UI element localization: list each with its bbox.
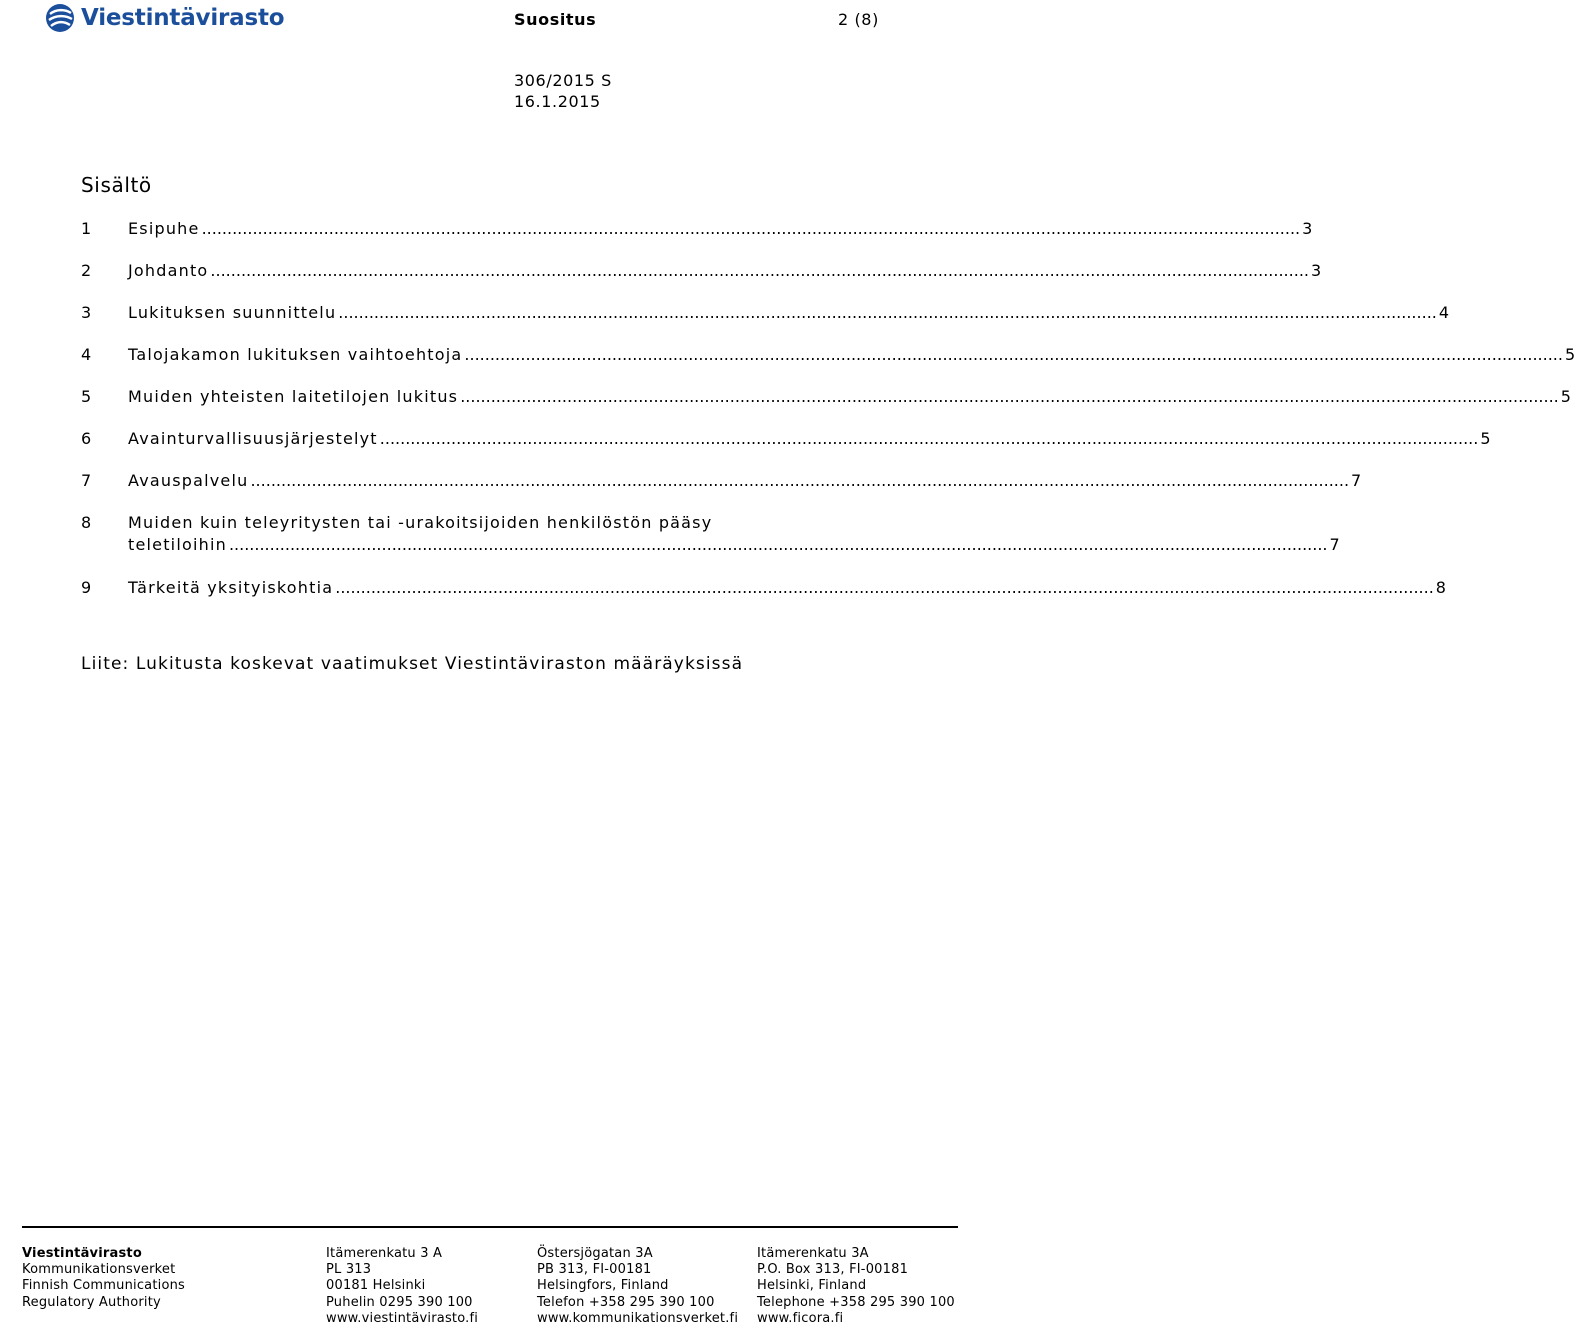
footer-divider [22,1226,958,1228]
toc-entry-number: 5 [81,387,93,406]
toc-leader-dots [380,429,1479,448]
footer-line: Telephone +358 295 390 100 [757,1294,955,1310]
toc-entry-label: Tärkeitä yksityiskohtia [128,578,334,597]
toc-entry-label: Muiden yhteisten laitetilojen lukitus [128,387,459,406]
footer-website-link[interactable]: www.ficora.fi [757,1310,844,1326]
toc-leader-dots [229,535,1328,554]
footer-column-agency [22,1246,185,1311]
toc-entry-label: Talojakamon lukituksen vaihtoehtoja [128,345,463,364]
footer-line: Östersjögatan 3A [537,1246,653,1261]
toc-entry[interactable] [81,429,1491,471]
toc-entry-label: Avauspalvelu [128,471,249,490]
toc-entry-page: 3 [1310,261,1322,280]
toc-entry-number: 1 [81,219,93,238]
toc-entry-page: 8 [1435,578,1446,597]
toc-entry-number: 8 [81,513,93,532]
toc-entry-page: 5 [1564,345,1575,364]
toc-leader-dots [464,345,1563,364]
toc-leader-dots [210,261,1309,280]
toc-entry-number: 3 [81,303,93,322]
footer-line: Puhelin 0295 390 100 [326,1294,473,1310]
appendix-note: Liite: Lukitusta koskevat vaatimukset Viestintäviraston määräyksissä [81,654,744,674]
table-of-contents [81,219,1575,620]
document-type: Suositus [514,10,597,29]
footer-website-link[interactable]: www.viestintävirasto.fi [326,1310,479,1326]
toc-entry[interactable] [81,219,1313,261]
toc-entry-label: Muiden kuin teleyritysten tai -urakoitsijoiden henkilöstön pääsy [128,513,713,532]
toc-entry-label-continued: teletiloihin [128,535,227,554]
page-number: 2 (8) [838,10,879,29]
footer-line: Itämerenkatu 3 A [326,1246,443,1261]
footer-line: Helsingfors, Finland [537,1278,669,1294]
toc-entry[interactable] [81,261,1322,303]
toc-entry[interactable] [81,387,1571,429]
logo-text: Viestintävirasto [81,5,285,31]
toc-entry-page: 7 [1351,471,1362,490]
footer-line: Telefon +358 295 390 100 [537,1294,715,1310]
toc-entry[interactable] [81,345,1575,387]
toc-entry-number: 4 [81,345,93,364]
toc-entry-number: 6 [81,429,93,448]
globe-logo-icon [45,3,75,33]
footer-line: Kommunikationsverket [22,1262,176,1278]
toc-entry[interactable] [81,303,1450,345]
toc-entry-label: Avainturvallisuusjärjestelyt [128,429,378,448]
footer-line: PL 313 [326,1262,372,1278]
footer-column-english [757,1246,955,1327]
footer-column-swedish [537,1246,738,1327]
toc-entry-number: 2 [81,261,93,280]
toc-entry-label: Esipuhe [128,219,200,238]
toc-leader-dots [338,303,1437,322]
toc-leader-dots [250,471,1349,490]
footer-line: P.O. Box 313, FI-00181 [757,1262,909,1278]
footer-line: Finnish Communications [22,1278,186,1294]
toc-entry[interactable] [81,513,1340,578]
footer-website-link[interactable]: www.kommunikationsverket.fi [537,1310,739,1326]
toc-leader-dots [335,578,1434,597]
toc-entry[interactable] [81,578,1446,620]
toc-entry-label: Johdanto [128,261,209,280]
footer-line: Itämerenkatu 3A [757,1246,869,1261]
toc-title: Sisältö [81,173,152,197]
document-date: 16.1.2015 [514,92,601,111]
toc-entry-page: 5 [1480,429,1491,448]
toc-entry-page: 7 [1329,535,1340,554]
toc-entry-label: Lukituksen suunnittelu [128,303,337,322]
document-number: 306/2015 S [514,71,612,90]
toc-entry-page: 4 [1438,303,1450,322]
toc-leader-dots [460,387,1559,406]
toc-entry-page: 5 [1560,387,1571,406]
toc-leader-dots [202,219,1301,238]
toc-entry-number: 9 [81,578,93,597]
toc-entry[interactable] [81,471,1362,513]
footer-line: Helsinki, Finland [757,1278,867,1294]
toc-entry-number: 7 [81,471,93,490]
footer-line: 00181 Helsinki [326,1278,426,1294]
agency-logo [45,2,284,34]
footer-line: Regulatory Authority [22,1294,161,1310]
footer-column-finnish [326,1246,478,1327]
footer-line: PB 313, FI-00181 [537,1262,652,1278]
toc-entry-page: 3 [1302,219,1313,238]
footer-agency-name: Viestintävirasto [22,1246,142,1261]
